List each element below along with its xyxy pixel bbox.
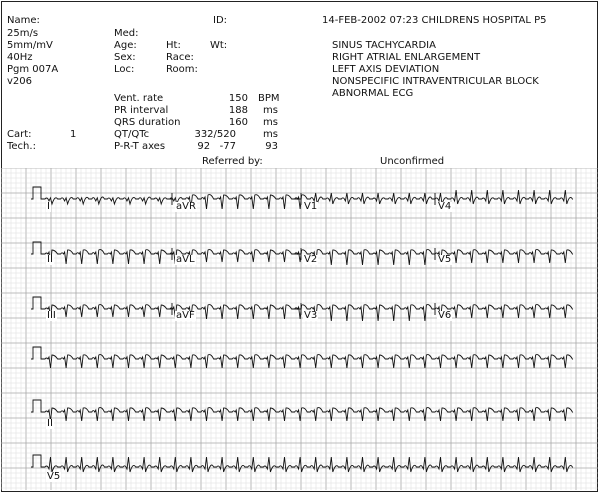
sex-label: Sex: xyxy=(114,52,136,63)
lead-label: aVF xyxy=(176,310,195,321)
wt-label: Wt: xyxy=(210,40,228,51)
gain-setting: 5mm/mV xyxy=(7,40,53,51)
datetime-facility: 14-FEB-2002 07:23 CHILDRENS HOSPITAL P5 xyxy=(322,15,547,26)
lead-label: II xyxy=(47,254,53,265)
measurement-unit: 93 xyxy=(265,141,278,152)
lead-label: I xyxy=(47,201,50,212)
interpretation-line: SINUS TACHYCARDIA xyxy=(332,40,436,51)
program-setting: Pgm 007A xyxy=(7,64,59,75)
loc-label: Loc: xyxy=(114,64,135,75)
lead-label: aVL xyxy=(176,254,195,265)
name-label: Name: xyxy=(7,15,40,26)
measurement-label: QRS duration xyxy=(114,117,181,128)
id-label: ID: xyxy=(213,15,228,26)
lead-label: V4 xyxy=(438,201,452,212)
lead-label: II xyxy=(47,418,53,429)
measurement-unit: BPM xyxy=(258,93,280,104)
measurement-value: 188 xyxy=(228,105,248,116)
measurement-label: QT/QTc xyxy=(114,129,150,140)
status-unconfirmed: Unconfirmed xyxy=(380,156,445,167)
filter-setting: 40Hz xyxy=(7,52,33,63)
lead-label: V2 xyxy=(304,254,318,265)
measurement-label: P-R-T axes xyxy=(114,141,166,152)
interpretation-line: NONSPECIFIC INTRAVENTRICULAR BLOCK xyxy=(332,76,539,87)
room-label: Room: xyxy=(166,64,198,75)
ecg-grid xyxy=(1,168,598,490)
lead-label: aVR xyxy=(176,201,196,212)
measurement-value: 92 -77 xyxy=(197,141,236,152)
measurement-label: PR interval xyxy=(114,105,169,116)
cart-label: Cart: xyxy=(7,129,32,140)
measurement-unit: ms xyxy=(263,129,278,140)
tech-label: Tech.: xyxy=(7,141,36,152)
lead-label: V6 xyxy=(438,310,452,321)
lead-label: V5 xyxy=(47,471,61,482)
interpretation-line: LEFT AXIS DEVIATION xyxy=(332,64,440,75)
lead-label: V5 xyxy=(438,254,452,265)
lead-label: V1 xyxy=(304,201,318,212)
lead-label: V3 xyxy=(304,310,318,321)
race-label: Race: xyxy=(166,52,194,63)
lead-label: III xyxy=(47,310,56,321)
ht-label: Ht: xyxy=(166,40,181,51)
interpretation-line: ABNORMAL ECG xyxy=(332,88,414,99)
interpretation-line: RIGHT ATRIAL ENLARGEMENT xyxy=(332,52,481,63)
speed-setting: 25m/s xyxy=(7,28,39,39)
referred-by-label: Referred by: xyxy=(202,156,263,167)
measurement-value: 160 xyxy=(228,117,248,128)
age-label: Age: xyxy=(114,40,137,51)
med-label: Med: xyxy=(114,28,139,39)
measurement-value: 150 xyxy=(228,93,248,104)
measurement-value: 332/520 xyxy=(194,129,236,140)
measurement-label: Vent. rate xyxy=(114,93,164,104)
cart-value: 1 xyxy=(70,129,77,140)
version-setting: v206 xyxy=(7,76,33,87)
measurement-unit: ms xyxy=(263,105,278,116)
measurement-unit: ms xyxy=(263,117,278,128)
